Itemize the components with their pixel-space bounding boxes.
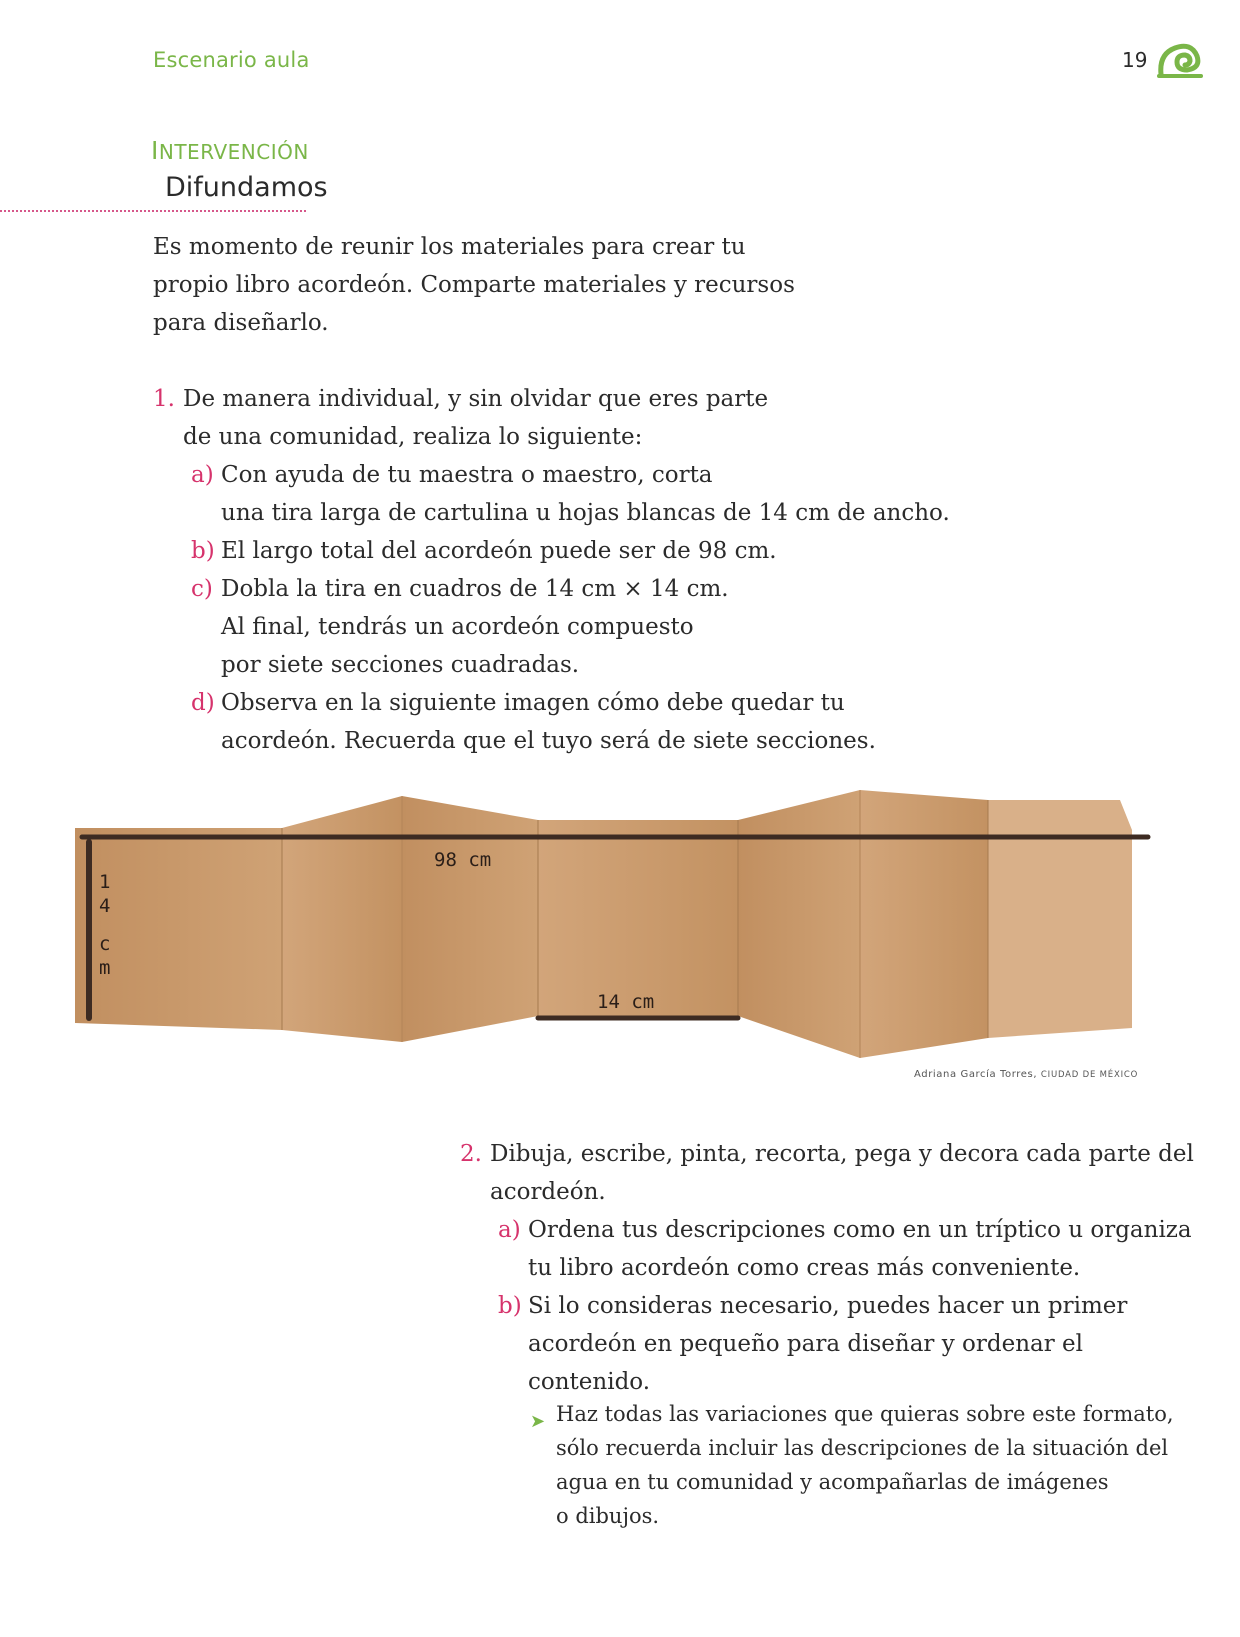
subitem-line: Si lo consideras necesario, puedes hacer un primer [528, 1293, 1128, 1319]
subitem-letter: d) [191, 690, 215, 716]
item-number: 2. [460, 1141, 482, 1167]
height-label-char: c [99, 933, 111, 955]
bullet-line: agua en tu comunidad y acompañarlas de imágenes [556, 1470, 1109, 1494]
snail-icon [1157, 40, 1203, 80]
running-header: Escenario aula [153, 48, 310, 72]
item-line: Dibuja, escribe, pinta, recorta, pega y decora cada parte del [490, 1141, 1194, 1167]
height-label-char: 4 [99, 895, 111, 917]
subitem-line: Dobla la tira en cuadros de 14 cm × 14 cm. [221, 576, 729, 602]
subitem-line: una tira larga de cartulina u hojas blancas de 14 cm de ancho. [221, 500, 950, 526]
dotted-divider [0, 210, 306, 212]
subitem-line: Con ayuda de tu maestra o maestro, corta [221, 462, 713, 488]
photo-credit: Adriana García Torres, CIUDAD DE MÉXICO [914, 1069, 1139, 1080]
intro-paragraph [153, 228, 793, 342]
subitem-line: tu libro acordeón como creas más conveniente. [528, 1255, 1081, 1281]
accordion-panel [402, 796, 538, 1042]
item-line: De manera individual, y sin olvidar que eres parte [183, 386, 769, 412]
subitem-letter: a) [498, 1217, 521, 1243]
subitem-letter: c) [191, 576, 213, 602]
accordion-panel [860, 790, 988, 1058]
subitem-line: Ordena tus descripciones como en un tríptico u organiza [528, 1217, 1192, 1243]
accordion-panel [282, 796, 402, 1042]
subitem-line: acordeón. Recuerda que el tuyo será de siete secciones. [221, 728, 876, 754]
item-line: de una comunidad, realiza lo siguiente: [183, 424, 643, 450]
height-label-char: 1 [99, 871, 111, 893]
intro-line: propio libro acordeón. Comparte materiales y recursos [153, 272, 795, 298]
subitem-line: contenido. [528, 1369, 651, 1395]
subitem-line: Al final, tendrás un acordeón compuesto [221, 614, 694, 640]
accordion-panel [538, 820, 738, 1016]
bullet-line: Haz todas las variaciones que quieras sobre este formato, [556, 1402, 1174, 1426]
bullet-line: o dibujos. [556, 1504, 660, 1528]
width-label: 14 cm [597, 991, 655, 1013]
accordion-photo [70, 790, 1160, 1065]
length-label: 98 cm [434, 849, 492, 871]
subitem-line: por siete secciones cuadradas. [221, 652, 580, 678]
bullet-line: sólo recuerda incluir las descripciones de la situación del [556, 1436, 1169, 1460]
subitem-line: El largo total del acordeón puede ser de 98 cm. [221, 538, 777, 564]
intro-line: para diseñarlo. [153, 310, 329, 336]
arrow-bullet-icon: ➤ [530, 1411, 546, 1432]
height-label-char: m [99, 957, 111, 979]
item-line: acordeón. [490, 1179, 606, 1205]
subitem-line: acordeón en pequeño para diseñar y ordenar el [528, 1331, 1083, 1357]
subitem-line: Observa en la siguiente imagen cómo debe quedar tu [221, 690, 845, 716]
item-number: 1. [153, 386, 175, 412]
page-number: 19 [1122, 48, 1148, 72]
section-title: Difundamos [165, 172, 328, 203]
subitem-letter: a) [191, 462, 214, 488]
subitem-letter: b) [498, 1293, 522, 1319]
section-kicker: INTERVENCIÓN [151, 136, 309, 165]
accordion-panel [75, 828, 282, 1030]
accordion-panel [738, 790, 860, 1058]
intro-line: Es momento de reunir los materiales para crear tu [153, 234, 746, 260]
subitem-letter: b) [191, 538, 215, 564]
